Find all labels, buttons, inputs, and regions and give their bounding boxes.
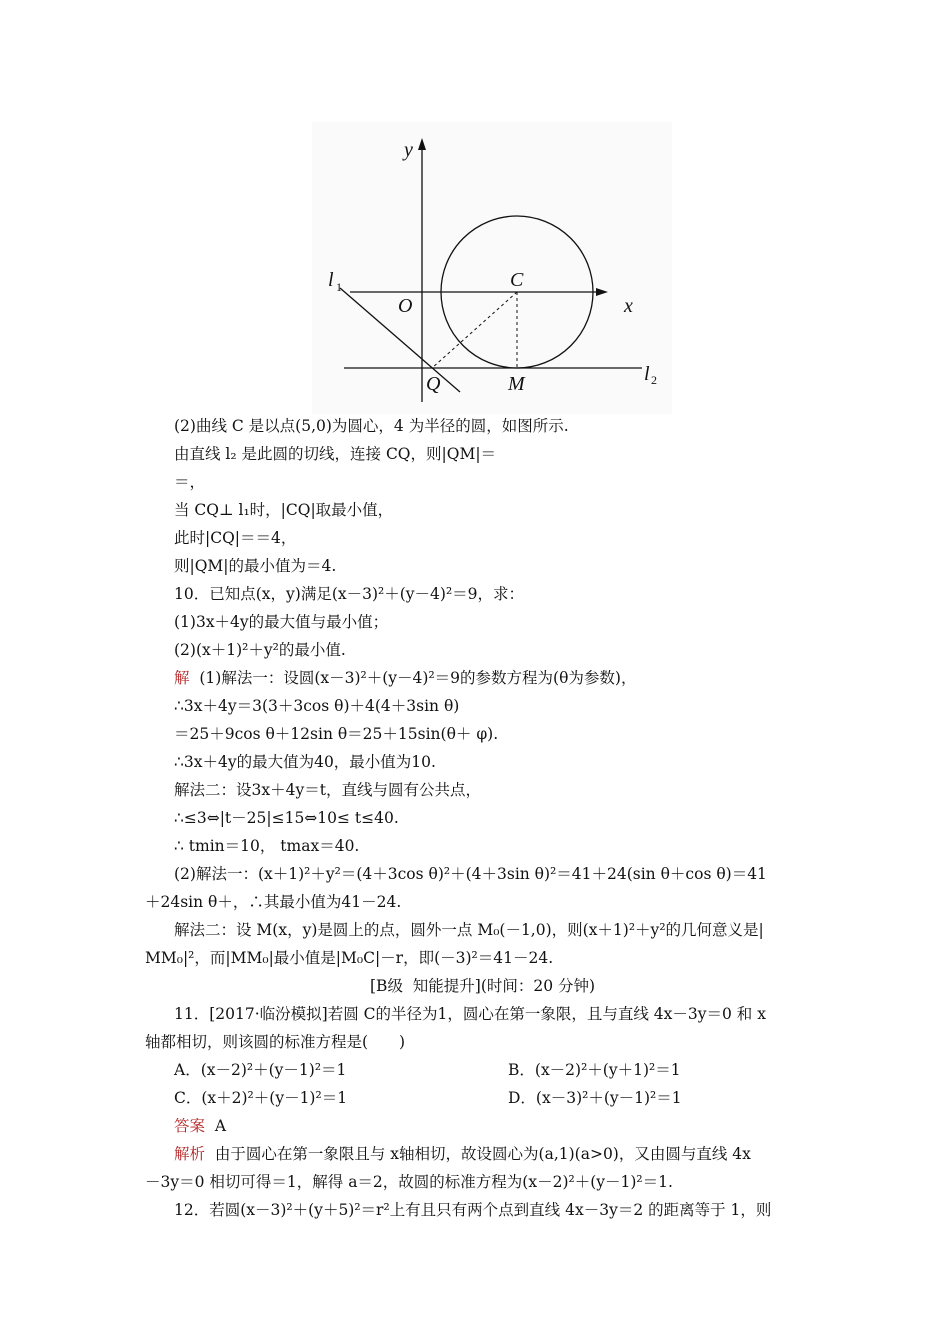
option-a: A．(x－2)²＋(y－1)²＝1 bbox=[174, 1061, 347, 1079]
label-origin: O bbox=[398, 295, 413, 317]
text-line: 此时|CQ|＝＝4， bbox=[174, 529, 297, 547]
label-c: C bbox=[510, 269, 524, 291]
solution-line: ＝25＋9cos θ＋12sin θ＝25＋15sin(θ＋ φ). bbox=[174, 725, 499, 743]
text-line: (1)3x＋4y的最大值与最小值； bbox=[174, 613, 389, 631]
text-line: ＝， bbox=[174, 473, 206, 491]
solution-line: MM₀|²，而|MM₀|最小值是|M₀C|－r，即(－3)²＝41－24. bbox=[145, 949, 554, 967]
option-c: C．(x＋2)²＋(y－1)²＝1 bbox=[174, 1089, 348, 1107]
figure-svg bbox=[312, 122, 672, 414]
label-q: Q bbox=[426, 373, 441, 395]
coordinate-figure bbox=[312, 122, 672, 414]
answer-line bbox=[174, 1116, 226, 1136]
answer-label: 答案 bbox=[174, 1117, 206, 1135]
text-line: 则|QM|的最小值为＝4. bbox=[174, 557, 337, 575]
analysis-line: －3y＝0 相切可得＝1，解得 a＝2，故圆的标准方程为(x－2)²＋(y－1)²＝1. bbox=[145, 1173, 673, 1191]
label-m: M bbox=[508, 373, 525, 395]
solution-line: ∴≤3⇔|t－25|≤15⇔10≤ t≤40. bbox=[174, 809, 399, 827]
question-12: 12．若圆(x－3)²＋(y＋5)²＝r²上有且只有两个点到直线 4x－3y＝2 的距离等于 1，则 bbox=[174, 1201, 772, 1219]
label-l1: l bbox=[328, 269, 334, 291]
text-line: (2)(x＋1)²＋y²的最小值. bbox=[174, 641, 346, 659]
analysis-line: 解析 由于圆心在第一象限且与 x轴相切，故设圆心为(a,1)(a>0)，又由圆与直线 4x bbox=[174, 1145, 751, 1163]
solution-line: 解 (1)解法一：设圆(x－3)²＋(y－4)²＝9的参数方程为(θ为参数)， bbox=[174, 669, 637, 687]
solution-line: ∴3x＋4y＝3(3＋3cos θ)＋4(4＋3sin θ) bbox=[174, 697, 460, 715]
analysis-label: 解析 bbox=[174, 1145, 206, 1163]
x-arrow-icon bbox=[596, 288, 608, 296]
section-header: [B级 知能提升](时间：20 分钟) bbox=[370, 977, 596, 995]
label-y: y bbox=[404, 139, 413, 161]
solution-line: ＋24sin θ＋，∴其最小值为41－24. bbox=[145, 893, 402, 911]
solution-line: 解法二：设 M(x，y)是圆上的点，圆外一点 M₀(－1,0)，则(x＋1)²＋y²的几何意义是| bbox=[174, 921, 764, 939]
question-11: 11．[2017·临汾模拟]若圆 C的半径为1，圆心在第一象限，且与直线 4x－3y＝0 和 x bbox=[174, 1005, 766, 1023]
question-11-cont: 轴都相切，则该圆的标准方程是( ) bbox=[145, 1033, 406, 1051]
question-10: 10．已知点(x，y)满足(x－3)²＋(y－4)²＝9，求： bbox=[174, 585, 525, 603]
y-arrow-icon bbox=[418, 138, 426, 150]
label-x: x bbox=[624, 295, 633, 317]
label-l2: l bbox=[644, 363, 650, 385]
option-d: D．(x－3)²＋(y－1)²＝1 bbox=[508, 1089, 682, 1107]
option-b: B．(x－2)²＋(y＋1)²＝1 bbox=[508, 1061, 681, 1079]
text-line: (2)曲线 C 是以点(5,0)为圆心，4 为半径的圆，如图所示. bbox=[174, 417, 569, 435]
solution-line: ∴3x＋4y的最大值为40，最小值为10. bbox=[174, 753, 436, 771]
label-l1-sub: 1 bbox=[336, 280, 342, 294]
solution-line: ∴ tmin＝10， tmax＝40. bbox=[174, 837, 360, 855]
label-l2-sub: 2 bbox=[651, 373, 657, 387]
text-line: 当 CQ⊥ l₁时，|CQ|取最小值， bbox=[174, 501, 394, 519]
solution-line: (2)解法一：(x＋1)²＋y²＝(4＋3cos θ)²＋(4＋3sin θ)²＝41＋24(sin θ＋cos θ)＝41 bbox=[174, 865, 767, 883]
solution-label: 解 bbox=[174, 669, 190, 687]
answer-value: A bbox=[205, 1117, 227, 1135]
segment-cq bbox=[432, 292, 517, 368]
solution-line: 解法二：设3x＋4y＝t，直线与圆有公共点， bbox=[174, 781, 481, 799]
text-line: 由直线 l₂ 是此圆的切线，连接 CQ，则|QM|＝ bbox=[174, 445, 497, 463]
